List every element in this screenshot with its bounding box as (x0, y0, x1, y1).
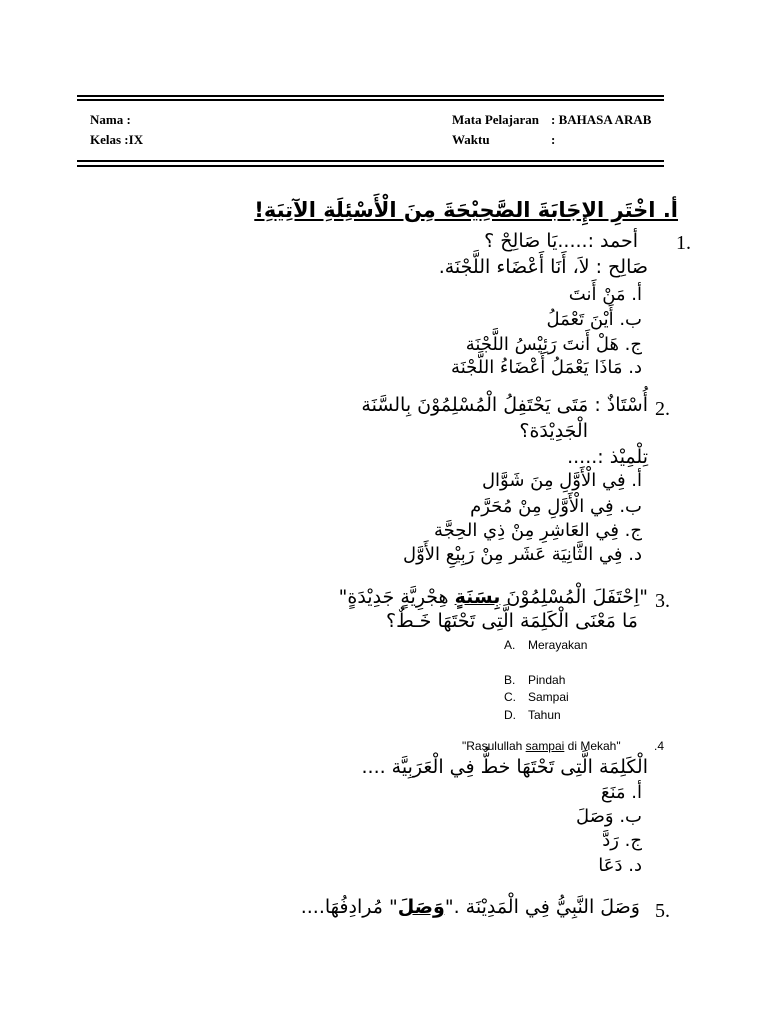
q5-number: 5. (655, 900, 670, 922)
q3-option-b-letter: B. (504, 673, 516, 687)
q3-option-b-text: Pindah (528, 673, 566, 687)
q4-option-b: ب. وَصَلَ (576, 806, 642, 827)
q1-option-d: د. مَاذَا يَعْمَلُ أَعْضَاءُ اللَّجْنَة (451, 357, 642, 378)
q3-underlined-word: بِسَنَةٍ (454, 586, 501, 608)
q3-option-d (504, 708, 561, 722)
q1-option-b: ب. أَيْنَ تَعْمَلُ (546, 309, 642, 330)
q2-option-a: أ. فِي الْأَوَّلِ مِنَ شَوَّال (481, 470, 642, 491)
q2-line2: الْجَدِيْدَة؟ (519, 420, 588, 442)
q2-option-c: ج. فِي العَاشِرِ مِنْ ذِي الحِجَّة (433, 520, 642, 541)
q3-line1 (339, 586, 648, 608)
q3-option-a-letter: A. (504, 638, 516, 652)
waktu-label: Waktu (452, 132, 490, 147)
q2-number: 2. (655, 398, 670, 420)
q3-option-c (504, 690, 569, 704)
q1-number: 1. (676, 232, 691, 254)
q4-number: .4 (654, 739, 665, 753)
q5-underlined-word: وَصَلَ (397, 896, 445, 918)
q4-underlined-word: sampai (525, 739, 565, 753)
header-top-rule (77, 95, 664, 97)
q3-line1-pre: "اِحْتَفَلَ الْمُسْلِمُوْنَ (500, 586, 648, 608)
header-bottom-rule (77, 160, 664, 162)
waktu-value: : (551, 132, 556, 147)
q4-option-c: ج. رَدَّ (602, 830, 642, 851)
nama-label: Nama : (90, 112, 131, 127)
q2-line1: أُسْتَاذٌ : مَتَى يَحْتَفِلُ الْمُسْلِمُوْنَ بِالسَّنَة (361, 394, 648, 416)
kelas-label: Kelas :IX (90, 132, 144, 147)
q4-option-d: د. دَعَا (598, 855, 642, 876)
q1-option-a: أ. مَنْ أَنتَ (568, 284, 642, 305)
q1-line2: صَالِح : لاَ، أَنَا أَعْضَاء اللَّجْنَة. (438, 256, 648, 278)
q2-option-b: ب. فِي الْأَوَّلِ مِنْ مُحَرَّم (470, 496, 642, 517)
q4-option-a: أ. مَنَعَ (600, 782, 642, 803)
q4-sentence-post: di Mekah" (564, 739, 621, 753)
q1-line1: أحمد :.....يَا صَالِحْ ؟ (484, 230, 638, 252)
q2-line3: تِلْمِيْذ :..... (567, 446, 648, 468)
mapel-value: : BAHASA ARAB (551, 112, 652, 127)
q3-number: 3. (655, 590, 670, 612)
q3-line1-post: هِجْرِيَّةٍ جَدِيْدَةٍ" (338, 586, 455, 608)
q1-option-c: ج. هَلْ أَنتَ رَئِيْسُ اللَّجْنَة (465, 334, 642, 355)
q2-option-d: د. فِي الثَّانِيَة عَشَر مِنْ رَبِيْعِ الأَوَّل (403, 544, 642, 565)
q5-line (301, 896, 640, 918)
q3-option-d-letter: D. (504, 708, 516, 722)
q3-option-a-text: Merayakan (528, 638, 588, 652)
header-bottom-rule-2 (77, 165, 664, 167)
mapel-label: Mata Pelajaran (452, 112, 540, 127)
q3-option-c-letter: C. (504, 690, 516, 704)
q3-option-c-text: Sampai (528, 690, 569, 704)
section-title: أ. اخْتَرِ الإِجَابَةَ الصَّحِيْحَةَ مِنَ الْأَسْئِلَةِ الآتِيَةِ! (254, 198, 678, 222)
q3-line2: مَا مَعْنَى الْكَلِمَة الَّتِى تَحْتَهَا خَـطٌ؟ (385, 610, 638, 632)
q3-option-a (504, 638, 587, 652)
q4-sentence (462, 739, 621, 753)
q5-line-post: " مُرادِفُهَا.... (300, 896, 398, 918)
q3-option-d-text: Tahun (528, 708, 561, 722)
q4-sentence-pre: "Rasulullah (462, 739, 526, 753)
q5-line-pre: وَصَلَ النَّبِيُّ فِي الْمَدِيْنَة ." (444, 896, 640, 918)
header-top-rule-2 (77, 99, 664, 101)
q3-option-b (504, 673, 565, 687)
q4-line2: الْكَلِمَة الَّتِى تَحْتَهَا خطٌّ فِي الْعَرَبِيَّة .... (361, 756, 648, 778)
